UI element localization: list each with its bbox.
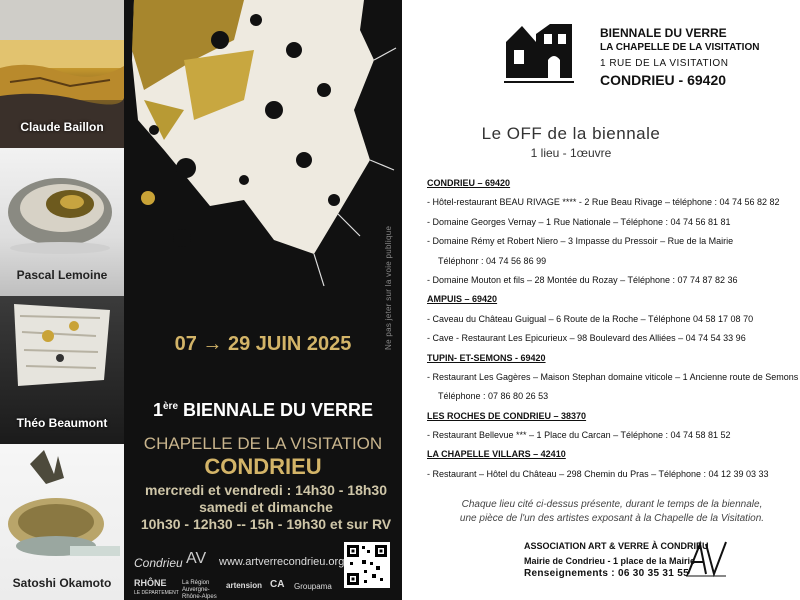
biennale-header-address: 1 RUE DE LA VISITATION [600, 58, 729, 69]
city-name: LES ROCHES DE CONDRIEU – 38370 [427, 410, 587, 421]
artist-photo-pascal-lemoine [0, 148, 124, 296]
listing-city-heading [427, 290, 800, 309]
contact-phone: Renseignements : 06 30 35 31 55 [524, 568, 689, 579]
litter-notice: Ne pas jeter sur la voie publique [384, 225, 393, 350]
artist-name: Claude Baillon [20, 120, 104, 134]
listing-venue-item: - Domaine Rémy et Robert Niero – 3 Impasse du Pressoir – Rue de la Mairie [427, 236, 734, 247]
venue-name: CHAPELLE DE LA VISITATION [143, 434, 383, 453]
biennale-header-city: CONDRIEU - 69420 [600, 72, 727, 88]
listing-venue-item: - Cave - Restaurant Les Epicurieux – 98 Boulevard des Alliées – 04 74 54 33 96 [427, 333, 746, 344]
city-name: AMPUIS – 69420 [427, 294, 498, 305]
qr-code[interactable] [344, 542, 390, 588]
listing-venue-item: - Restaurant Bellevue *** – 1 Place du Carcan – Téléphone : 04 74 58 81 52 [427, 430, 731, 441]
association-name: ASSOCIATION ART & VERRE À CONDRIEU [524, 541, 709, 551]
listing-phone-line: Téléphone : 07 86 80 26 53 [438, 391, 549, 402]
opening-hours-weekday: mercredi et vendredi : 14h30 - 18h30 [145, 482, 387, 498]
city-name: CONDRIEU – 69420 [427, 178, 511, 188]
artist-photo-claude-baillon [0, 0, 124, 148]
city-name: TUPIN- ET-SEMONS - 69420 [427, 352, 546, 363]
listing-venue-item: - Hôtel-restaurant BEAU RIVAGE **** - 2 Rue Beau Rivage – téléphone : 04 74 56 82 82 [427, 197, 780, 208]
listing-venue-item: - Restaurant Les Gagères – Maison Stephan domaine viticole – 1 Ancienne route de Semons [427, 371, 799, 382]
off-subtitle: 1 lieu - 1œuvre [530, 146, 612, 160]
venue-city: CONDRIEU [204, 454, 322, 479]
artist-name: Théo Beaumont [16, 416, 108, 430]
venue-listing [427, 174, 800, 484]
association-address: Mairie de Condrieu - 1 place de la Mairie [524, 556, 696, 566]
biennale-header-title: BIENNALE DU VERRE [600, 26, 727, 40]
artist-strip [0, 0, 124, 600]
opening-hours-weekend-label: samedi et dimanche [199, 499, 333, 515]
listing-city-heading [427, 445, 800, 464]
title-superscript: ère [162, 401, 178, 412]
info-panel [402, 0, 800, 600]
glass-sculpture-image [124, 0, 402, 300]
poster-title [124, 400, 402, 421]
website-link[interactable]: www.artverrecondrieu.org [219, 556, 345, 568]
artist-name: Pascal Lemoine [16, 268, 108, 282]
listing-city-heading [427, 349, 800, 368]
opening-hours-weekend: 10h30 - 12h30 -- 15h - 19h30 et sur RV [140, 516, 392, 532]
artension-logo: artension [226, 581, 263, 590]
title-text: BIENNALE DU VERRE [178, 400, 374, 420]
listing-city-heading [427, 174, 800, 193]
event-dates: 07 → 29 JUIN 2025 [174, 333, 352, 355]
listing-note-line: Chaque lieu cité ci-dessus présente, durant le temps de la biennale, [461, 499, 763, 510]
listing-city-heading [427, 407, 800, 426]
listing-venue-item: - Caveau du Château Guigual – 6 Route de la Roche – Téléphone 04 58 17 08 70 [427, 313, 754, 324]
off-title: Le OFF de la biennale [481, 124, 661, 143]
credit-agricole-logo: CA [270, 579, 285, 590]
chapel-logo-icon [504, 20, 574, 86]
rhone-logo: RHÔNE [134, 578, 167, 588]
city-name: LA CHAPELLE VILLARS – 42410 [427, 449, 566, 460]
poster-panel [124, 0, 402, 600]
listing-note-line: une pièce de l'un des artistes exposant à la Chapelle de la Visitation. [459, 513, 765, 524]
listing-phone-line: Téléphonr : 04 74 56 86 99 [438, 255, 547, 266]
condrieu-logo: Condrieu [134, 556, 183, 570]
listing-venue-item: - Domaine Mouton et fils – 28 Montée du Rozay – Téléphone : 07 74 87 82 36 [427, 274, 738, 285]
title-number: 1 [152, 400, 163, 420]
listing-venue-item: - Restaurant – Hôtel du Château – 298 Chemin du Pras – Téléphone : 04 12 39 03 33 [427, 468, 769, 479]
art-verre-logo-icon [684, 540, 728, 578]
departement-logo-text: LE DÉPARTEMENT [134, 590, 179, 596]
biennale-header-venue: LA CHAPELLE DE LA VISITATION [600, 42, 760, 53]
groupama-logo: Groupama [294, 582, 332, 591]
listing-note [442, 498, 782, 526]
artist-name: Satoshi Okamoto [12, 576, 112, 590]
av-logo: AV [186, 550, 207, 567]
listing-venue-item: - Domaine Georges Vernay – 1 Rue Nationale – Téléphone : 04 74 56 81 81 [427, 216, 731, 227]
artist-photo-theo-beaumont [0, 296, 124, 444]
artist-photo-satoshi-okamoto [0, 444, 124, 600]
region-logo: La Région Auvergne-Rhône-Alpes [182, 580, 217, 600]
